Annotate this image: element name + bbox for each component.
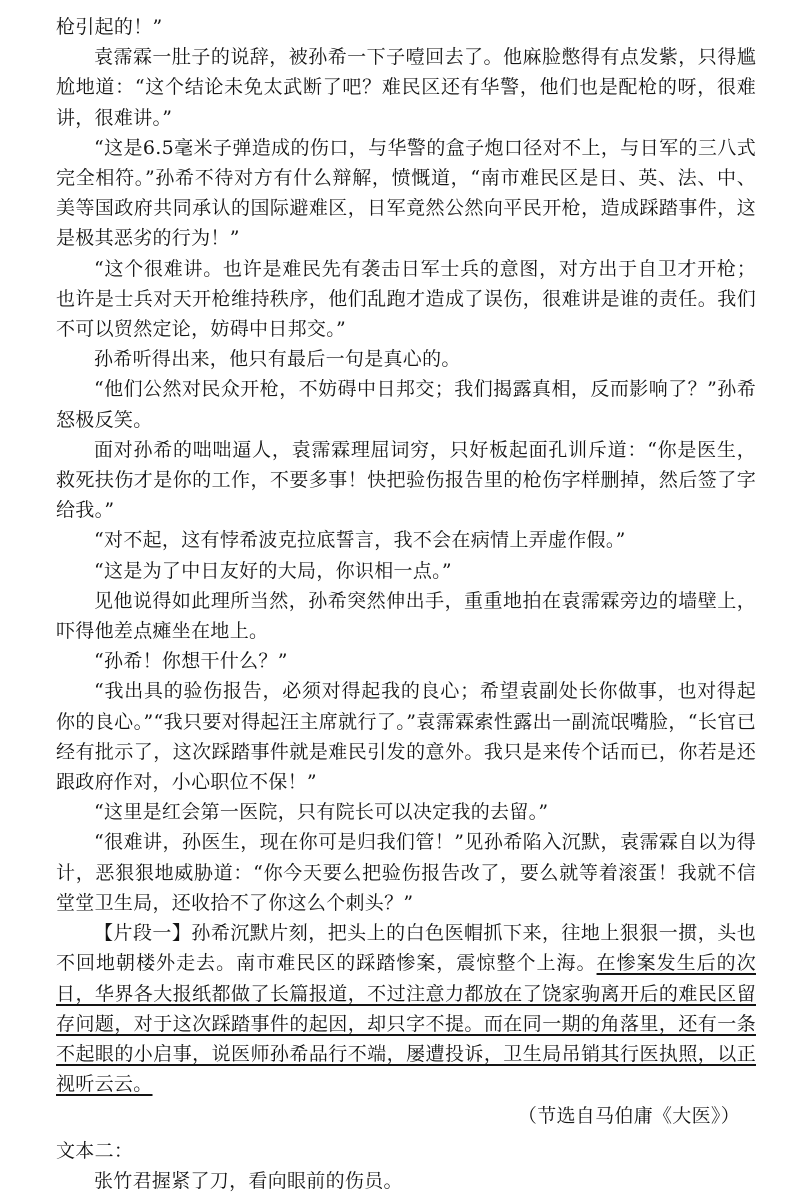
section-title: 文本二： xyxy=(56,1139,134,1162)
paragraph-10: 见他说得如此理所当然，孙希突然伸出手，重重地拍在袁霈霖旁边的墙壁上，吓得他差点瘫坐在地上。 xyxy=(56,589,756,643)
paragraph-4: “这个很难讲。也许是难民先有袭击日军士兵的意图，对方出于自卫才开枪；也许是士兵对天开枪维持秩序，他们乱跑才造成了误伤，很难讲是谁的责任。我们不可以贸然定论，妨碍中日邦交。” xyxy=(56,257,756,341)
source-citation: （节选自马伯庸《大医》） xyxy=(517,1105,740,1128)
paragraph-2: 袁霈霖一肚子的说辞，被孙希一下子噎回去了。他麻脸憋得有点发紫，只得尴尬地道：“这个结论未免太武断了吧？难民区还有华警，他们也是配枪的呀，很难讲，很难讲。” xyxy=(56,46,756,129)
segment-paragraph xyxy=(56,918,756,1099)
text-two-first-paragraph: 张竹君握紧了刀，看向眼前的伤员。 xyxy=(94,1169,403,1192)
paragraph-8: “对不起，这有悖希波克拉底誓言，我不会在病情上弄虚作假。” xyxy=(94,529,626,552)
paragraph-13: “这里是红会第一医院，只有院长可以决定我的去留。” xyxy=(94,801,549,824)
segment-plain-text: 【片段一】孙希沉默片刻，把头上的白色医帽抓下来，往地上狠狠一掼，头也不回地朝楼外走去。南市难民区的踩踏惨案，震惊整个上海。 xyxy=(56,922,756,975)
paragraph-6: “他们公然对民众开枪，不妨碍中日邦交；我们揭露真相，反而影响了？”孙希怒极反笑。 xyxy=(56,378,756,431)
segment-underlined-text: 在惨案发生后的次日，华界各大报纸都做了长篇报道，不过注意力都放在了饶家驹离开后的难民区留存问题，对于这次踩踏事件的起因，却只字不提。而在同一期的角落里，还有一条不起眼的小启事，说医师孙希品行不端，屡遭投诉，卫生局吊销其行医执照，以正视听云云。 xyxy=(56,952,756,1096)
paragraph-7: 面对孙希的咄咄逼人，袁霈霖理屈词穷，只好板起面孔训斥道：“你是医生，救死扶伤才是你的工作，不要多事！快把验伤报告里的枪伤字样删掉，然后签了字给我。” xyxy=(56,438,756,522)
paragraph-1: 枪引起的！” xyxy=(56,16,163,38)
paragraph-5: 孙希听得出来，他只有最后一句是真心的。 xyxy=(94,348,461,371)
paragraph-9: “这是为了中日友好的大局，你识相一点。” xyxy=(94,559,452,582)
paragraph-14: “很难讲，孙医生，现在你可是归我们管！”见孙希陷入沉默，袁霈霖自以为得计，恶狠狠地威胁道：“你今天要么把验伤报告改了，要么就等着滚蛋！我就不信堂堂卫生局，还收拾不了你这么个刺头？” xyxy=(56,831,756,914)
paragraph-12: “我出具的验伤报告，必须对得起我的良心；希望袁副处长你做事，也对得起你的良心。”“我只要对得起汪主席就行了。”袁霈霖索性露出一副流氓嘴脸，“长官已经有批示了，这次踩踏事件就是难民引发的意外。我只是来传个话而已，你若是还跟政府作对，小心职位不保！” xyxy=(56,680,756,794)
paragraph-3: “这是6.5毫米子弹造成的伤口，与华警的盒子炮口径对不上，与日军的三八式完全相符。”孙希不待对方有什么辩解，愤慨道，“南市难民区是日、英、法、中、美等国政府共同承认的国际避难区，日军竟然公然向平民开枪，造成踩踏事件，这是极其恶劣的行为！” xyxy=(56,136,756,250)
paragraph-11: “孙希！你想干什么？” xyxy=(94,650,288,673)
